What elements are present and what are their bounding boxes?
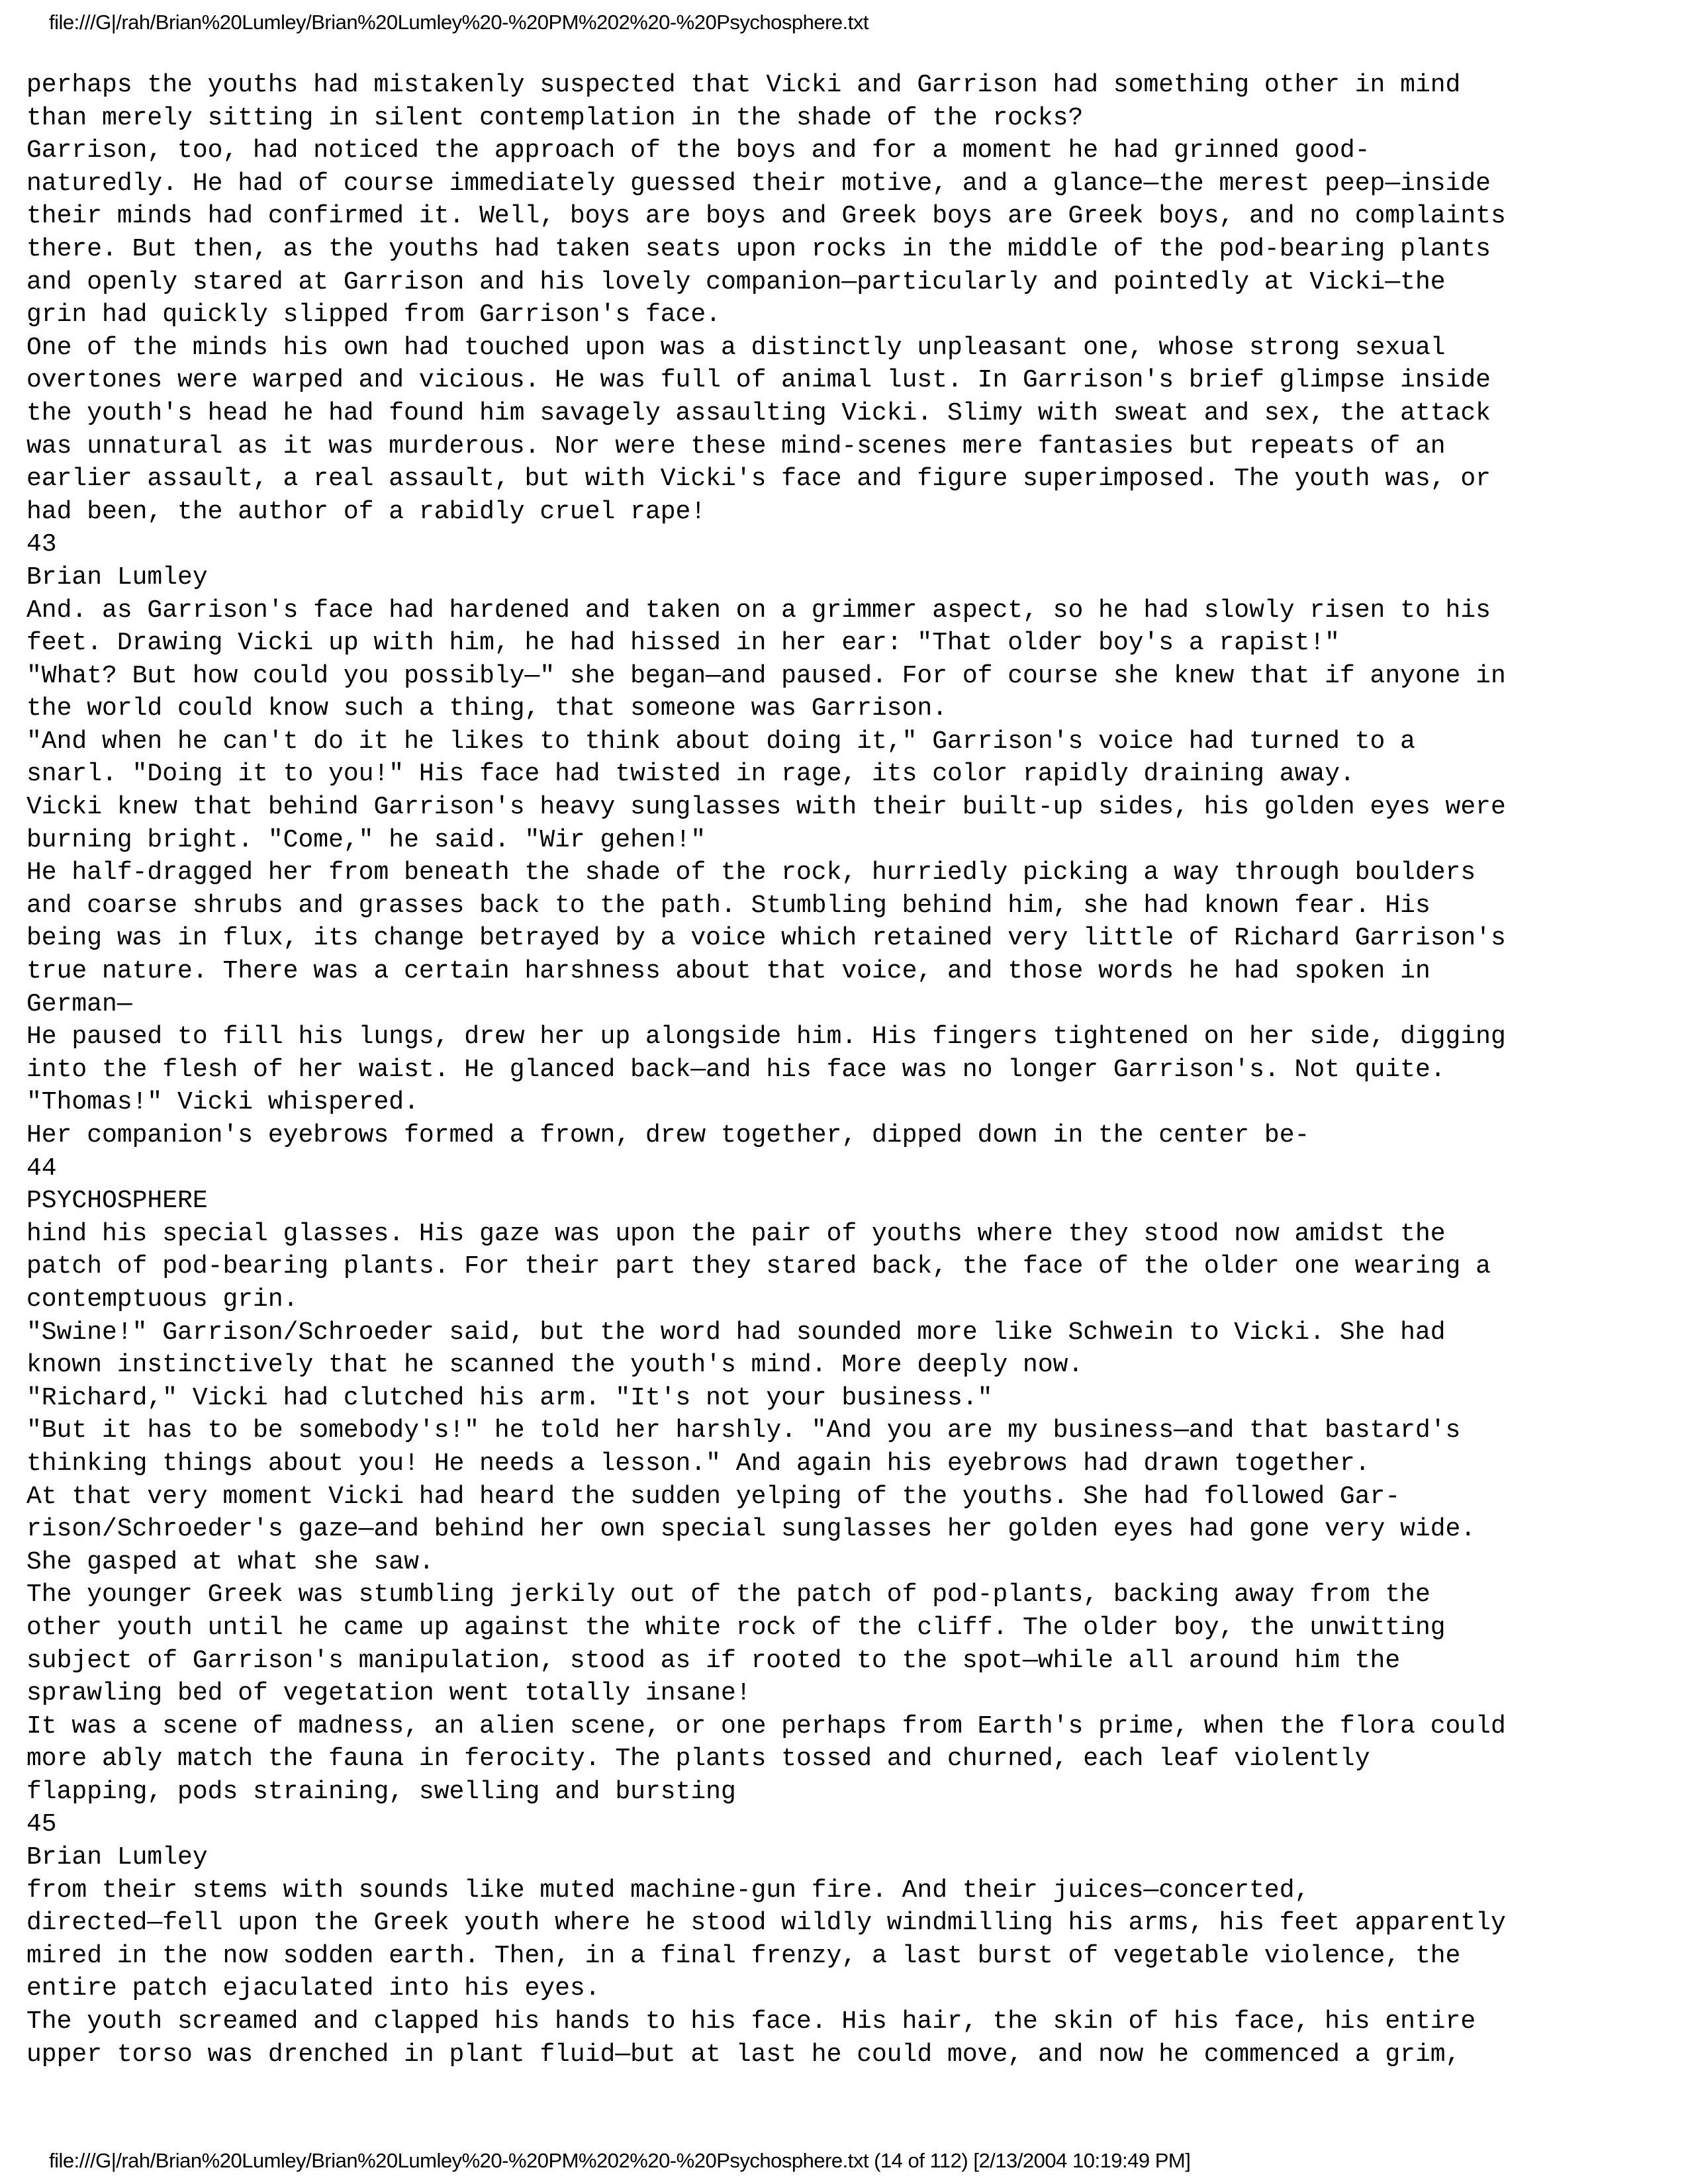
text-line: there. But then, as the youths had taken seats upon rocks in the middle of the pod-bearing plants: [26, 234, 1491, 263]
text-line: entire patch ejaculated into his eyes.: [26, 1974, 600, 2003]
text-line: "And when he can't do it he likes to think about doing it," Garrison's voice had turned to a: [26, 727, 1415, 756]
text-line: "What? But how could you possibly—" she began—and paused. For of course she knew that if anyone in: [26, 661, 1506, 690]
text-line: "Richard," Vicki had clutched his arm. "It's not your business.": [26, 1383, 993, 1412]
text-line: the youth's head he had found him savagely assaulting Vicki. Slimy with sweat and sex, the attack: [26, 398, 1491, 428]
text-line: "Swine!" Garrison/Schroeder said, but the word had sounded more like Schwein to Vicki. She had: [26, 1318, 1446, 1347]
text-line: mired in the now sodden earth. Then, in a final frenzy, a last burst of vegetable violence, the: [26, 1941, 1461, 1970]
text-line: She gasped at what she saw.: [26, 1547, 434, 1576]
text-line: It was a scene of madness, an alien scene, or one perhaps from Earth's prime, when the flora could: [26, 1711, 1506, 1741]
text-line: "But it has to be somebody's!" he told her harshly. "And you are my business—and that bastard's: [26, 1416, 1461, 1445]
text-line: The youth screamed and clapped his hands to his face. His hair, the skin of his face, his entire: [26, 2007, 1476, 2036]
text-line: The younger Greek was stumbling jerkily out of the patch of pod-plants, backing away from the: [26, 1580, 1430, 1610]
text-line: 45: [26, 1810, 57, 1839]
text-line: than merely sitting in silent contemplation in the shade of the rocks?: [26, 103, 1084, 132]
text-line: other youth until he came up against the white rock of the cliff. The older boy, the unwitting: [26, 1613, 1446, 1642]
document-body: [26, 69, 1662, 2071]
text-line: into the flesh of her waist. He glanced back—and his face was no longer Garrison's. Not quite.: [26, 1055, 1446, 1084]
text-line: Garrison, too, had noticed the approach of the boys and for a moment he had grinned good-: [26, 136, 1370, 165]
text-line: He paused to fill his lungs, drew her up alongside him. His fingers tightened on her side, digging: [26, 1023, 1506, 1052]
text-line: Brian Lumley: [26, 1843, 208, 1872]
text-line: flapping, pods straining, swelling and bursting: [26, 1777, 736, 1806]
text-line: was unnatural as it was murderous. Nor were these mind-scenes mere fantasies but repeats of an: [26, 432, 1446, 461]
text-line: feet. Drawing Vicki up with him, he had hissed in her ear: "That older boy's a rapist!": [26, 629, 1340, 658]
text-line: and openly stared at Garrison and his lovely companion—particularly and pointedly at Vicki—the: [26, 267, 1446, 296]
text-line: rison/Schroeder's gaze—and behind her own special sunglasses her golden eyes had gone very wide.: [26, 1515, 1476, 1544]
text-line: He half-dragged her from beneath the shade of the rock, hurriedly picking a way through boulders: [26, 858, 1476, 887]
text-line: 44: [26, 1154, 57, 1183]
text-line: thinking things about you! He needs a lesson." And again his eyebrows had drawn together.: [26, 1449, 1370, 1478]
text-line: contemptuous grin.: [26, 1285, 299, 1314]
text-line: burning bright. "Come," he said. "Wir gehen!": [26, 825, 706, 854]
text-line: had been, the author of a rabidly cruel rape!: [26, 497, 706, 526]
text-line: true nature. There was a certain harshness about that voice, and those words he had spoken in: [26, 957, 1430, 986]
page-footer: file:///G|/rah/Brian%20Lumley/Brian%20Lumley%20-%20PM%202%20-%20Psychosphere.txt (14 of 112) [2/13/2004 10:19:49 PM]: [49, 2149, 1191, 2172]
text-line: German—: [26, 989, 132, 1019]
text-line: from their stems with sounds like muted machine-gun fire. And their juices—concerted,: [26, 1876, 1310, 1905]
text-line: earlier assault, a real assault, but with Vicki's face and figure superimposed. The youth was, or: [26, 465, 1491, 494]
text-line: "Thomas!" Vicki whispered.: [26, 1088, 419, 1117]
text-line: Brian Lumley: [26, 563, 208, 592]
text-line: Vicki knew that behind Garrison's heavy sunglasses with their built-up sides, his golden eyes were: [26, 793, 1506, 822]
text-line: grin had quickly slipped from Garrison's face.: [26, 300, 721, 330]
text-line: being was in flux, its change betrayed by a voice which retained very little of Richard Garrison's: [26, 924, 1506, 953]
text-line: subject of Garrison's manipulation, stood as if rooted to the spot—while all around him the: [26, 1646, 1401, 1675]
text-line: naturedly. He had of course immediately guessed their motive, and a glance—the merest peep—inside: [26, 169, 1491, 198]
text-line: the world could know such a thing, that someone was Garrison.: [26, 694, 948, 723]
text-line: And. as Garrison's face had hardened and taken on a grimmer aspect, so he had slowly risen to his: [26, 596, 1491, 625]
text-line: directed—fell upon the Greek youth where he stood wildly windmilling his arms, his feet apparently: [26, 1909, 1506, 1938]
text-line: snarl. "Doing it to you!" His face had twisted in rage, its color rapidly draining away.: [26, 760, 1355, 789]
text-line: At that very moment Vicki had heard the sudden yelping of the youths. She had followed Gar-: [26, 1482, 1401, 1511]
text-line: known instinctively that he scanned the youth's mind. More deeply now.: [26, 1351, 1084, 1380]
text-line: upper torso was drenched in plant fluid—but at last he could move, and now he commenced a grim,: [26, 2040, 1461, 2069]
text-line: and coarse shrubs and grasses back to the path. Stumbling behind him, she had known fear. His: [26, 891, 1430, 920]
text-line: 43: [26, 530, 57, 559]
text-line: sprawling bed of vegetation went totally insane!: [26, 1679, 751, 1708]
text-line: hind his special glasses. His gaze was upon the pair of youths where they stood now amidst the: [26, 1219, 1446, 1248]
file-path-header: file:///G|/rah/Brian%20Lumley/Brian%20Lumley%20-%20PM%202%20-%20Psychosphere.txt: [49, 11, 868, 34]
text-line: their minds had confirmed it. Well, boys are boys and Greek boys are Greek boys, and no complaints: [26, 202, 1506, 231]
text-line: more ably match the fauna in ferocity. The plants tossed and churned, each leaf violently: [26, 1745, 1370, 1774]
text-line: One of the minds his own had touched upon was a distinctly unpleasant one, whose strong sexual: [26, 333, 1446, 362]
text-line: Her companion's eyebrows formed a frown, drew together, dipped down in the center be-: [26, 1121, 1310, 1150]
text-line: PSYCHOSPHERE: [26, 1187, 208, 1216]
text-line: patch of pod-bearing plants. For their part they stared back, the face of the older one wearing a: [26, 1252, 1491, 1281]
text-line: overtones were warped and vicious. He was full of animal lust. In Garrison's brief glimpse inside: [26, 366, 1491, 395]
text-line: perhaps the youths had mistakenly suspected that Vicki and Garrison had something other in mind: [26, 71, 1461, 99]
